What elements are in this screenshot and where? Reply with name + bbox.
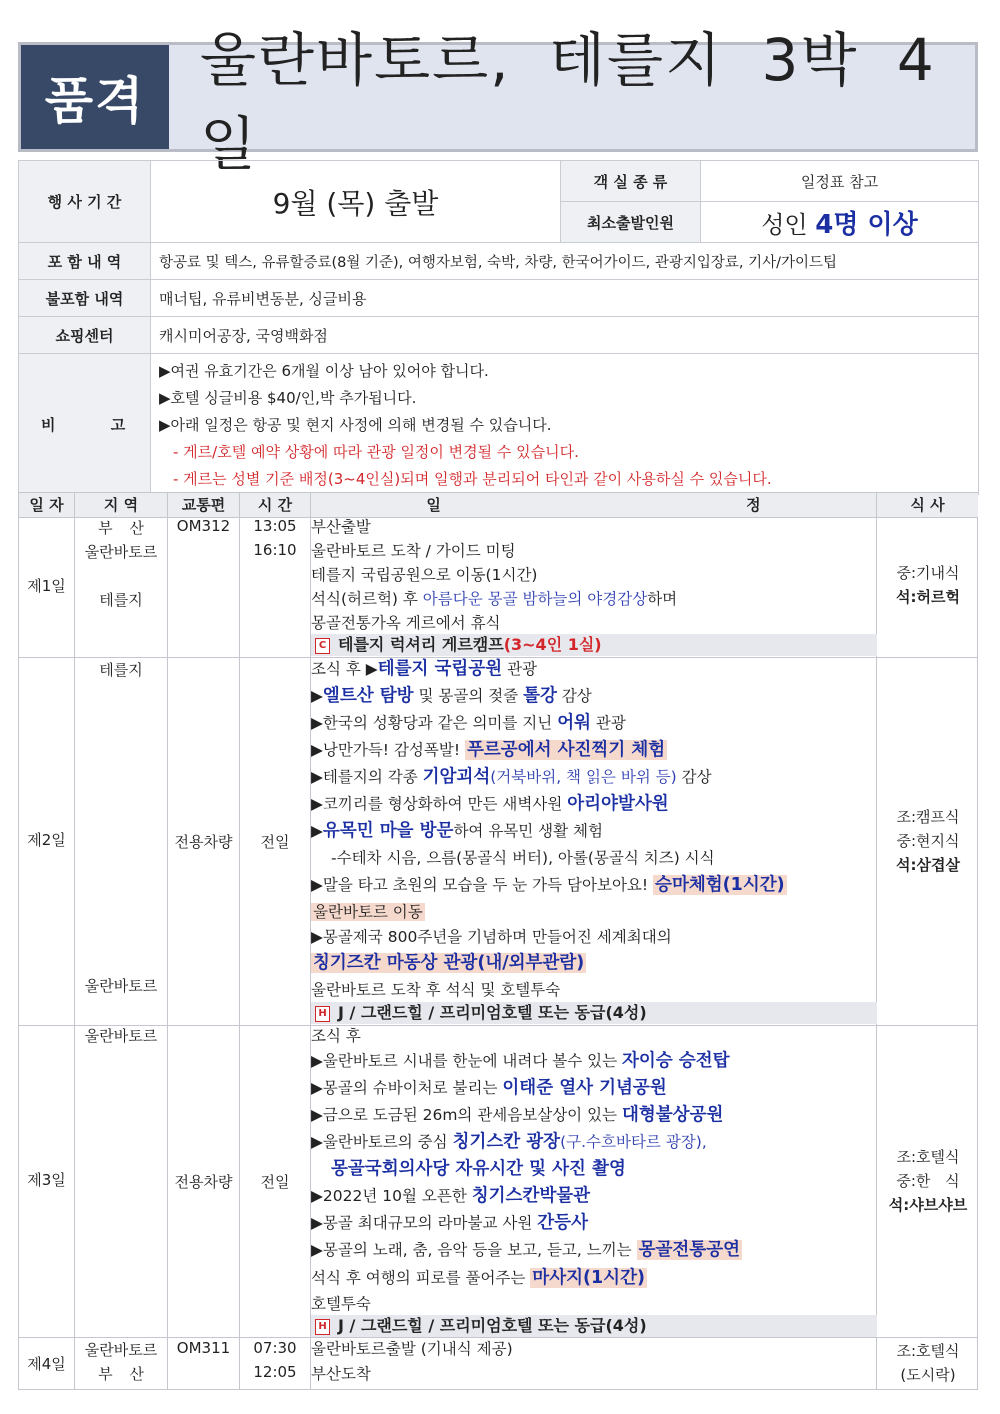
day3-line-3 xyxy=(311,1075,667,1101)
text: ▶코끼리를 형상화하여 만든 새벽사원 xyxy=(311,795,568,813)
header-transport: 교통편 xyxy=(168,493,239,517)
period-label: 행 사 기 간 xyxy=(19,161,151,243)
tuul-river: 톨강 xyxy=(523,686,557,706)
day2-region-terelj: 테를지 xyxy=(99,661,143,679)
day3-line-1: 조식 후 xyxy=(311,1027,361,1045)
day1-time-arrive: 16:10 xyxy=(253,541,297,559)
day4-flight: OM311 xyxy=(176,1339,231,1357)
day2-region-ulaanbaatar: 울란바토르 xyxy=(84,977,158,995)
day2-label: 제2일 xyxy=(27,831,66,849)
day1-flight: OM312 xyxy=(176,517,231,535)
header-itinerary: 일 정 xyxy=(311,493,876,517)
period-value: 9월 (목) 출발 xyxy=(151,161,561,243)
remark-ger-assignment: - 게르는 성별 기준 배정(3~4인실)되며 일행과 분리되어 타인과 같이 사용하실 수 있습니다. xyxy=(173,469,772,488)
day4-meal-note: (도시락) xyxy=(900,1366,956,1384)
day1-meal-lunch: 중:기내식 xyxy=(896,564,960,582)
day2-accommodation xyxy=(311,1002,877,1024)
day4-meal-breakfast: 조:호텔식 xyxy=(896,1342,960,1360)
day3-line-9 xyxy=(311,1237,742,1263)
remarks-label: 비 고 xyxy=(19,354,151,495)
day1-meal-dinner: 석:허르헉 xyxy=(896,588,960,606)
day2-line-10 xyxy=(311,899,425,925)
remarks-list xyxy=(151,354,979,495)
shopping-value: 캐시미어공장, 국영백화점 xyxy=(151,317,979,354)
day1-line-1: 부산출발 xyxy=(311,518,371,536)
min-participants-label: 최소출발인원 xyxy=(561,202,701,243)
night-sky-highlight: 아름다운 몽골 밤하늘의 야경감상 xyxy=(422,590,648,608)
day3-meal-lunch: 중:한 식 xyxy=(896,1172,960,1190)
chinggis-square: 칭기스칸 광장 xyxy=(452,1132,561,1152)
text: 감상 xyxy=(556,687,592,705)
ovoo: 어워 xyxy=(557,713,591,733)
text: ▶ xyxy=(311,822,323,840)
header-day: 일 자 xyxy=(19,493,74,517)
day3-meal-breakfast: 조:호텔식 xyxy=(896,1148,960,1166)
chinggis-museum: 칭기스칸박물관 xyxy=(471,1186,591,1206)
ger-room-type: (3~4인 1실) xyxy=(503,635,602,654)
day2-line-12 xyxy=(311,950,586,976)
text: ▶말을 타고 초원의 모습을 두 눈 가득 담아보아요! xyxy=(311,876,654,894)
text: ▶한국의 성황당과 같은 의미를 지닌 xyxy=(311,714,558,732)
elt-mountain: 엘트산 탐방 xyxy=(322,686,414,706)
day1-accommodation xyxy=(311,634,877,656)
traditional-show: 몽골전통공연 xyxy=(638,1240,741,1260)
room-value: 일정표 참고 xyxy=(701,161,979,202)
day3-meal-dinner: 석:샤브샤브 xyxy=(888,1196,968,1214)
day2-time: 전일 xyxy=(260,833,290,851)
remark-schedule-change: ▶아래 일정은 항공 및 현지 사정에 의해 변경될 수 있습니다. xyxy=(159,415,552,434)
text: 관광 xyxy=(502,660,538,678)
day3-line-10 xyxy=(311,1265,647,1291)
excluded-label: 불포함 내역 xyxy=(19,280,151,317)
aryapala-temple: 아리야발사원 xyxy=(567,794,669,814)
day1-time-depart: 13:05 xyxy=(253,517,297,535)
parliament-free-time: 몽골국회의사당 자유시간 및 사진 촬영 xyxy=(331,1159,626,1179)
day2-line-1 xyxy=(311,656,537,682)
chinggis-statue: 칭기즈칸 마동상 관광(내/외부관람) xyxy=(313,953,585,973)
day1-region-ulaanbaatar: 울란바토르 xyxy=(84,543,158,561)
day2-line-3 xyxy=(311,710,626,736)
day3-transport: 전용차량 xyxy=(174,1173,233,1191)
text: ▶2022년 10월 오픈한 xyxy=(311,1187,472,1205)
text: ▶몽골의 노래, 춤, 음악 등을 보고, 듣고, 느끼는 xyxy=(311,1241,637,1259)
day3-time: 전일 xyxy=(260,1173,290,1191)
min-participants-count: 4명 이상 xyxy=(815,209,918,240)
day4-label: 제4일 xyxy=(27,1355,66,1373)
text: ▶ xyxy=(311,687,323,705)
hotel-name: J / 그랜드힐 / 프리미엄호텔 또는 동급(4성) xyxy=(338,1003,647,1022)
zaisan-memorial: 자이승 승전탑 xyxy=(622,1051,730,1071)
day4-time-arrive: 12:05 xyxy=(253,1363,297,1381)
day2-line-2 xyxy=(311,683,592,709)
min-participants-prefix: 성인 xyxy=(761,210,808,239)
text: 및 몽골의 젖줄 xyxy=(413,687,524,705)
text: 석식 후 여행의 피로를 풀어주는 xyxy=(311,1269,531,1287)
header-meals: 식 사 xyxy=(877,493,978,517)
text: 감상 xyxy=(676,768,712,786)
text: ▶몽골의 슈바이처로 불리는 xyxy=(311,1079,503,1097)
day2-line-11: ▶몽골제국 800주년을 기념하며 만들어진 세계최대의 xyxy=(311,928,672,946)
header-time: 시 간 xyxy=(240,493,310,517)
text: ▶울란바토르 시내를 한눈에 내려다 볼수 있는 xyxy=(311,1052,622,1070)
day2-line-7 xyxy=(311,818,603,844)
day3-line-11: 호텔투숙 xyxy=(311,1295,371,1313)
hotel-icon: H xyxy=(315,1319,330,1335)
schedule-table xyxy=(18,492,978,1390)
tour-info-table xyxy=(18,160,979,495)
remark-ger-booking: - 게르/호텔 예약 상황에 따라 관광 일정이 변경될 수 있습니다. xyxy=(173,442,579,461)
day4-time-depart: 07:30 xyxy=(253,1339,297,1357)
horse-riding: 승마체험(1시간) xyxy=(655,875,785,895)
text: 관광 xyxy=(591,714,626,732)
day2-line-4 xyxy=(311,737,667,763)
day3-line-6 xyxy=(331,1156,626,1182)
hotel-icon: H xyxy=(315,1006,330,1022)
text: ▶낭만가득! 감성폭발! xyxy=(311,741,465,759)
day2-line-5 xyxy=(311,764,712,790)
excluded-value: 매너팁, 유류비변동분, 싱글비용 xyxy=(151,280,979,317)
day1-line-3: 테를지 국립공원으로 이동(1시간) xyxy=(311,566,538,584)
day4-region-busan: 부 산 xyxy=(98,1365,144,1383)
day2-transport: 전용차량 xyxy=(174,833,233,851)
min-participants-value xyxy=(701,202,979,243)
day4-region-ulaanbaatar: 울란바토르 xyxy=(84,1341,158,1359)
grade-badge: 품격 xyxy=(21,45,169,149)
text: ▶금으로 도금된 26m의 관세음보살상이 있는 xyxy=(311,1106,622,1124)
massage: 마사지(1시간) xyxy=(532,1268,645,1288)
day1-line-5: 몽골전통가옥 게르에서 휴식 xyxy=(311,614,501,632)
day1-line-2: 울란바토르 도착 / 가이드 미팅 xyxy=(311,542,516,560)
day2-meal-breakfast: 조:캠프식 xyxy=(896,808,960,826)
shopping-label: 쇼핑센터 xyxy=(19,317,151,354)
day3-line-2 xyxy=(311,1048,730,1074)
hotel-name: J / 그랜드힐 / 프리미엄호텔 또는 동급(4성) xyxy=(338,1316,647,1335)
terelj-park: 테를지 국립공원 xyxy=(377,659,503,679)
text: ▶울란바토르의 중심 xyxy=(311,1133,453,1151)
square-old-name: (구.수흐바타르 광장), xyxy=(560,1133,707,1151)
day2-meal-lunch: 중:현지식 xyxy=(896,832,960,850)
nomad-village: 유목민 마을 방문 xyxy=(322,821,454,841)
day2-line-6 xyxy=(311,791,669,817)
remark-single-cost: ▶호텔 싱글비용 $40/인,박 추가됩니다. xyxy=(159,388,417,407)
text: ▶몽골 최대규모의 라마불교 사원 xyxy=(311,1214,538,1232)
day3-accommodation xyxy=(311,1315,877,1337)
day1-region-busan: 부 산 xyxy=(98,519,144,537)
camp-icon: C xyxy=(315,638,330,654)
day2-meal-dinner: 석:삼겹살 xyxy=(896,856,960,874)
ger-camp-name: 테를지 럭셔리 게르캠프 xyxy=(338,635,504,654)
rock-examples: (거북바위, 책 읽은 바위 등) xyxy=(490,768,677,786)
rock-formations: 기암괴석 xyxy=(422,767,491,787)
day3-region-ulaanbaatar: 울란바토르 xyxy=(84,1027,158,1045)
lee-taejun-park: 이태준 열사 기념공원 xyxy=(502,1078,667,1098)
text: 하며 xyxy=(647,590,678,608)
day2-line-8: -수테차 시음, 으름(몽골식 버터), 아롤(몽골식 치즈) 시식 xyxy=(331,849,715,867)
text: 석식(허르헉) 후 xyxy=(311,590,423,608)
day1-label: 제1일 xyxy=(27,577,66,595)
buddha-park: 대형불상공원 xyxy=(621,1105,724,1125)
text: 하여 유목민 생활 체험 xyxy=(453,822,603,840)
included-value: 항공료 및 텍스, 유류할증료(8월 기준), 여행자보험, 숙박, 차량, 한국어가이드, 관광지입장료, 기사/가이드팁 xyxy=(151,243,979,280)
page-title: 울란바토르, 테를지 3박 4일 xyxy=(200,26,936,178)
day1-line-4 xyxy=(311,586,677,612)
day2-line-9 xyxy=(311,872,787,898)
day4-line-2: 부산도착 xyxy=(311,1365,371,1383)
move-to-ulaanbaatar: 울란바토르 이동 xyxy=(313,903,423,921)
header-region: 지 역 xyxy=(75,493,167,517)
purgon-photo: 푸르공에서 사진찍기 체험 xyxy=(467,740,666,760)
day3-line-7 xyxy=(311,1183,590,1209)
included-label: 포 함 내 역 xyxy=(19,243,151,280)
gandan-monastery: 간등사 xyxy=(537,1213,588,1233)
day3-line-4 xyxy=(311,1102,723,1128)
day4-line-1: 울란바토르출발 (기내식 제공) xyxy=(311,1340,513,1358)
day3-line-5 xyxy=(311,1129,707,1155)
text: 조식 후 ▶ xyxy=(311,660,378,678)
day3-line-8 xyxy=(311,1210,588,1236)
room-label: 객 실 종 류 xyxy=(561,161,701,202)
day2-line-13: 울란바토르 도착 후 석식 및 호텔투숙 xyxy=(311,981,561,999)
remark-passport: ▶여권 유효기간은 6개월 이상 남아 있어야 합니다. xyxy=(159,361,489,380)
day3-label: 제3일 xyxy=(27,1171,66,1189)
day1-region-terelj: 테를지 xyxy=(99,591,143,609)
text: ▶테를지의 각종 xyxy=(311,768,423,786)
